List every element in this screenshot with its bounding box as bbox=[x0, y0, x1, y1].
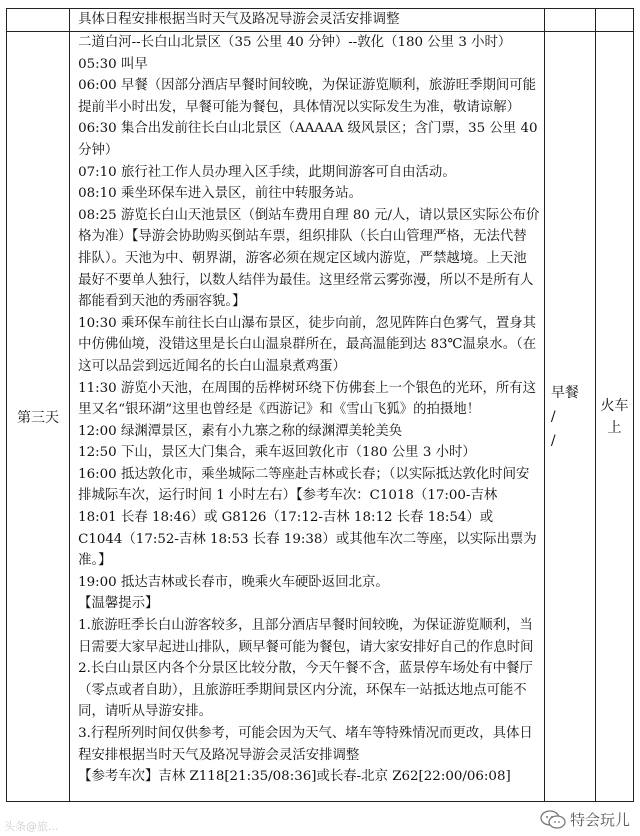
schedule-item: 11:30 游览小天池，在周围的岳桦树环绕下仿佛套上一个银色的光环，所有这里又名“银环湖”这里也曾经是《西游记》和《雪山飞狐》的拍摄地！ bbox=[78, 380, 537, 418]
itinerary-table bbox=[6, 8, 634, 802]
reference-trains: 【参考车次】吉林 Z118[21:35/08:36]或长春-北京 Z62[22:00/06:08] bbox=[78, 769, 511, 785]
itinerary-detail-cell bbox=[70, 32, 545, 802]
tip-item: 2.长白山景区内各个分景区比较分散，今天午餐不含，蓝景停车场处有中餐厅（零点或者自助），且旅游旺季期间景区内分流，环保车一站抵达地点可能不同，请听从导游安排。 bbox=[78, 661, 533, 720]
schedule-item: 07:10 旅行社工作人员办理入区手续，此期间游客可自由活动。 bbox=[78, 164, 456, 180]
accommodation-line2: 上 bbox=[607, 419, 622, 436]
schedule-item: 06:30 集合出发前往长白山北景区（AAAAA 级风景区；含门票，35 公里 40 分钟） bbox=[78, 121, 538, 158]
source-watermark bbox=[4, 818, 59, 834]
schedule-item: 16:00 抵达敦化市，乘坐城际二等座赴吉林或长春；（以实际抵达敦化时间安排城际车次，运行时间 1 小时左右）【参考车次：C1018（17:00-吉林 18:01 长春 18:46）或 G8126（17:12-吉林 18:12 长春 18:54）或 C1044（17:52-吉林 18:53 长春 19:38）或其他车次二等座，以实际出票为准。】 bbox=[78, 466, 537, 569]
table-row bbox=[7, 32, 634, 802]
schedule-item: 19:00 抵达吉林或长春市，晚乘火车硬卧返回北京。 bbox=[78, 574, 389, 590]
accommodation-line1: 火车 bbox=[600, 397, 629, 414]
tip-item: 1.旅游旺季长白山游客较多，且部分酒店早餐时间较晚，为保证游览顺利，当日需要大家早起进山排队，顾早餐可能为餐包，请大家安排好自己的作息时间 bbox=[78, 618, 534, 655]
schedule-item: 12:50 下山，景区大门集合，乘车返回敦化市（180 公里 3 小时） bbox=[78, 445, 476, 461]
meal-breakfast: 早餐 bbox=[550, 384, 579, 401]
table-row bbox=[7, 9, 634, 32]
accommodation-cell bbox=[595, 32, 633, 802]
schedule-item: 08:25 游览长白山天池景区（倒站车费用自理 80 元/人，请以景区实际公布价格为准）【导游会协助购买倒站车票，组织排队（长白山管理严格，无法代替排队）。天池为中、朝界湖，游客必须在规定区域内游览，严禁越境。上天池最好不要单人独行，以数人结伴为最佳。这里经常云雾弥漫，所以不是所有人都能看到天池的秀丽容貌。】 bbox=[78, 207, 540, 310]
schedule-item: 12:00 绿渊潭景区，素有小九寨之称的绿渊潭美轮美奂 bbox=[78, 423, 403, 439]
account-watermark bbox=[536, 807, 634, 832]
meals-cell bbox=[544, 32, 595, 802]
day-label: 第三天 bbox=[17, 409, 60, 426]
meal-dinner: / bbox=[550, 432, 556, 449]
meal-lunch: / bbox=[550, 408, 556, 425]
account-name: 特会玩儿 bbox=[569, 811, 630, 829]
schedule-item: 08:10 乘坐环保车进入景区，前往中转服务站。 bbox=[78, 186, 362, 202]
top-note-cell bbox=[70, 9, 545, 32]
schedule-item: 05:30 叫早 bbox=[78, 56, 148, 72]
tip-item: 3.行程所列时间仅供参考，可能会因为天气、堵车等特殊情况而更改，具体日程安排根据当时天气及路况导游会灵活安排调整 bbox=[78, 726, 533, 763]
day-label-cell bbox=[7, 32, 70, 802]
schedule-item: 10:30 乘环保车前往长白山瀑布景区，徒步向前，忽见阵阵白色雾气，置身其中仿佛仙境，没错这里是长白山温泉群所在，最高温能到达 83℃温泉水。（在这可以品尝到远近闻名的长白山温泉煮鸡蛋） bbox=[78, 315, 537, 374]
route-line: 二道白河--长白山北景区（35 公里 40 分钟）--敦化（180 公里 3 小时） bbox=[78, 35, 512, 50]
top-note-text: 具体日程安排根据当时天气及路况导游会灵活安排调整 bbox=[78, 12, 400, 27]
schedule-item: 06:00 早餐（因部分酒店早餐时间较晚，为保证游览顺利，旅游旺季期间可能提前半小时出发，早餐可能为餐包，具体情况以实际发生为准，敬请谅解） bbox=[78, 78, 537, 115]
day-cell-empty bbox=[7, 9, 70, 32]
stay-cell-empty bbox=[595, 9, 633, 32]
wechat-icon bbox=[540, 810, 566, 830]
source-watermark-text: 头条@旅... bbox=[4, 820, 59, 833]
tips-heading: 【温馨提示】 bbox=[78, 596, 159, 612]
meal-cell-empty bbox=[544, 9, 595, 32]
